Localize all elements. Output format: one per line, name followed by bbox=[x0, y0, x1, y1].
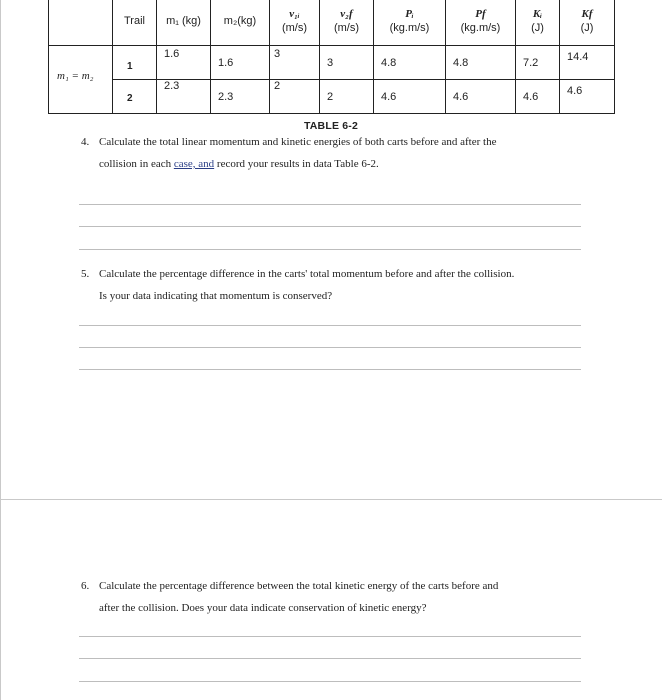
page-left-border bbox=[0, 0, 1, 700]
header-kf-unit: (J) bbox=[580, 22, 594, 34]
answer-line[interactable] bbox=[79, 347, 581, 348]
answer-line[interactable] bbox=[79, 226, 581, 227]
trial-number: 1 bbox=[127, 61, 133, 72]
value-pf: 4.8 bbox=[453, 57, 469, 69]
question-line-2-start: collision in each bbox=[99, 158, 174, 170]
header-v2f bbox=[320, 0, 374, 46]
value-v1i: 2 bbox=[274, 80, 281, 92]
table-caption: TABLE 6-2 bbox=[303, 120, 359, 132]
question-line-2: after the collision. Does your data indicate conservation of kinetic energy? bbox=[99, 602, 427, 614]
page-break-divider bbox=[0, 499, 662, 500]
cell-m1 bbox=[157, 80, 211, 114]
question-text bbox=[99, 131, 581, 175]
header-ki-unit: (J) bbox=[531, 22, 544, 34]
header-empty bbox=[49, 0, 113, 46]
row-label-cell bbox=[49, 46, 113, 114]
data-table-6-2 bbox=[48, 0, 615, 114]
value-pi: 4.8 bbox=[381, 57, 397, 69]
trial-cell bbox=[113, 46, 157, 80]
cell-kf bbox=[560, 80, 615, 114]
cell-v2f bbox=[320, 80, 374, 114]
value-m1: 2.3 bbox=[164, 80, 180, 92]
question-line-1: Calculate the total linear momentum and kinetic energies of both carts before and after the bbox=[99, 136, 497, 148]
header-v1i-unit: (m/s) bbox=[281, 22, 308, 34]
question-text bbox=[99, 263, 581, 307]
header-ki-symbol: Kᵢ bbox=[532, 8, 543, 20]
question-line-2-end: record your results in data Table 6-2. bbox=[214, 158, 379, 170]
answer-line[interactable] bbox=[79, 204, 581, 205]
question-number: 5. bbox=[81, 268, 90, 280]
value-ki: 4.6 bbox=[523, 91, 539, 103]
value-pi: 4.6 bbox=[381, 91, 397, 103]
header-ki bbox=[516, 0, 560, 46]
row-label-mass-equal: m₁ = m₂ bbox=[57, 70, 94, 82]
question-line-2: Is your data indicating that momentum is conserved? bbox=[99, 290, 333, 302]
answer-line[interactable] bbox=[79, 636, 581, 637]
header-m1: m₁ (kg) bbox=[157, 0, 211, 46]
cell-m2 bbox=[211, 80, 270, 114]
header-v1i bbox=[270, 0, 320, 46]
answer-line[interactable] bbox=[79, 325, 581, 326]
table-row bbox=[49, 46, 615, 80]
cell-kf bbox=[560, 46, 615, 80]
value-pf: 4.6 bbox=[453, 91, 469, 103]
cell-m2 bbox=[211, 46, 270, 80]
value-v1i: 3 bbox=[274, 48, 281, 60]
header-kf bbox=[560, 0, 615, 46]
value-ki: 7.2 bbox=[523, 57, 539, 69]
cell-pi bbox=[374, 46, 446, 80]
cell-v1i bbox=[270, 80, 320, 114]
value-m2: 1.6 bbox=[218, 57, 234, 69]
question-line-1: Calculate the percentage difference between the total kinetic energy of the carts before and bbox=[99, 580, 499, 592]
grammar-suggestion-link[interactable]: case, and bbox=[173, 158, 215, 170]
question-4 bbox=[81, 131, 581, 175]
trial-number: 2 bbox=[127, 93, 133, 104]
header-pf-unit: (kg.m/s) bbox=[460, 22, 501, 34]
cell-ki bbox=[516, 80, 560, 114]
header-kf-symbol: Kf bbox=[581, 8, 593, 20]
cell-pi bbox=[374, 80, 446, 114]
header-pi-unit: (kg.m/s) bbox=[389, 22, 430, 34]
cell-ki bbox=[516, 46, 560, 80]
answer-line[interactable] bbox=[79, 369, 581, 370]
header-pf-symbol: Pf bbox=[475, 8, 486, 20]
value-m1: 1.6 bbox=[164, 48, 180, 60]
header-pi-symbol: Pᵢ bbox=[405, 8, 414, 20]
question-line-2 bbox=[99, 153, 581, 175]
question-number: 6. bbox=[81, 580, 90, 592]
table-row bbox=[49, 80, 615, 114]
answer-line[interactable] bbox=[79, 658, 581, 659]
header-pi bbox=[374, 0, 446, 46]
question-5 bbox=[81, 263, 581, 307]
header-v1i-symbol: v₁ᵢ bbox=[289, 8, 300, 20]
trial-cell bbox=[113, 80, 157, 114]
header-pf bbox=[446, 0, 516, 46]
answer-line[interactable] bbox=[79, 249, 581, 250]
cell-m1 bbox=[157, 46, 211, 80]
value-v2f: 3 bbox=[327, 57, 334, 69]
cell-v2f bbox=[320, 46, 374, 80]
header-v2f-symbol: v₂f bbox=[340, 8, 353, 20]
answer-line[interactable] bbox=[79, 681, 581, 682]
value-kf: 4.6 bbox=[567, 85, 583, 97]
table-header-row bbox=[49, 0, 615, 46]
cell-pf bbox=[446, 46, 516, 80]
question-6 bbox=[81, 575, 581, 619]
cell-v1i bbox=[270, 46, 320, 80]
question-number: 4. bbox=[81, 136, 90, 148]
question-text bbox=[99, 575, 581, 619]
value-m2: 2.3 bbox=[218, 91, 234, 103]
cell-pf bbox=[446, 80, 516, 114]
value-kf: 14.4 bbox=[567, 51, 589, 63]
header-v2f-unit: (m/s) bbox=[333, 22, 360, 34]
header-trail: Trail bbox=[113, 0, 157, 46]
value-v2f: 2 bbox=[327, 91, 334, 103]
header-m2: m₂(kg) bbox=[211, 0, 270, 46]
question-line-1: Calculate the percentage difference in the carts' total momentum before and after the collision. bbox=[99, 268, 515, 280]
